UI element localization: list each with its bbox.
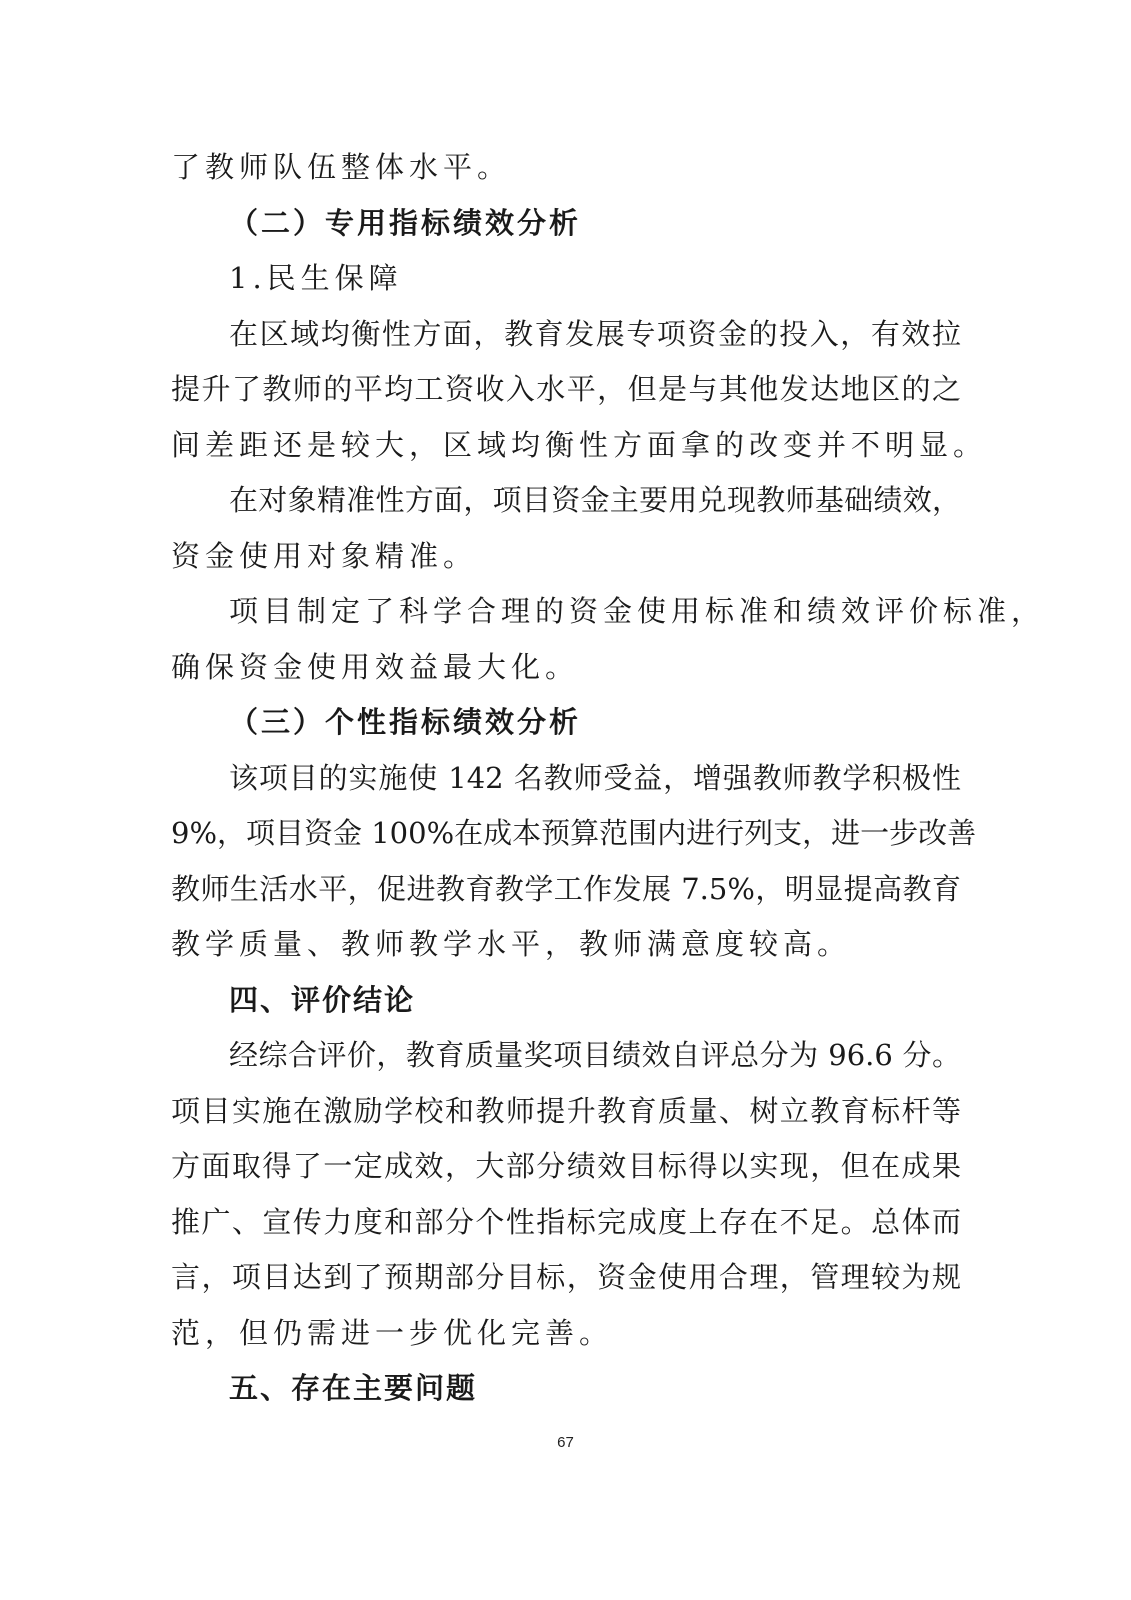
paragraph-line: 间差距还是较大，区域均衡性方面拿的改变并不明显。	[171, 427, 988, 462]
paragraph-line: 提升了教师的平均工资收入水平，但是与其他发达地区的之	[171, 372, 961, 406]
paragraph-line: 资金使用对象精准。	[171, 538, 478, 573]
paragraph-line: 方面取得了一定成效，大部分绩效目标得以实现，但在成果	[171, 1149, 961, 1183]
paragraph-line: 推广、宣传力度和部分个性指标完成度上存在不足。总体而	[171, 1204, 961, 1239]
paragraph-line: 范，但仍需进一步优化完善。	[171, 1315, 614, 1350]
section-heading-evaluation-conclusion: 四、评价结论	[229, 982, 416, 1017]
section-heading-individual-indicators: （三）个性指标绩效分析	[229, 705, 582, 739]
page-number: 67	[557, 1434, 574, 1451]
paragraph-line: 该项目的实施使 142 名教师受益，增强教师教学积极性	[229, 760, 961, 795]
paragraph-line: 在对象精准性方面，项目资金主要用兑现教师基础绩效，	[229, 483, 961, 517]
paragraph-line: 教师生活水平，促进教育教学工作发展 7.5%，明显提高教育	[171, 871, 961, 906]
paragraph-line: 9%，项目资金 100%在成本预算范围内进行列支，进一步改善	[171, 816, 977, 850]
paragraph-line: 教学质量、教师教学水平，教师满意度较高。	[171, 927, 852, 961]
paragraph-line: 经综合评价，教育质量奖项目绩效自评总分为 96.6 分。	[229, 1038, 961, 1072]
section-heading-specific-indicators: （二）专用指标绩效分析	[229, 205, 582, 240]
paragraph-line: 在区域均衡性方面，教育发展专项资金的投入，有效拉	[229, 316, 961, 351]
paragraph-line: 言，项目达到了预期部分目标，资金使用合理，管理较为规	[171, 1260, 961, 1294]
paragraph-line: 项目制定了科学合理的资金使用标准和绩效评价标准，	[229, 594, 1046, 628]
section-heading-main-problems: 五、存在主要问题	[229, 1371, 478, 1405]
paragraph-line: 确保资金使用效益最大化。	[171, 649, 580, 684]
document-body	[171, 140, 1046, 1417]
paragraph-line: 项目实施在激励学校和教师提升教育质量、树立教育标杆等	[171, 1093, 961, 1128]
subsection-heading-livelihood: 1.民生保障	[229, 261, 403, 295]
paragraph-line: 了教师队伍整体水平。	[171, 150, 512, 184]
